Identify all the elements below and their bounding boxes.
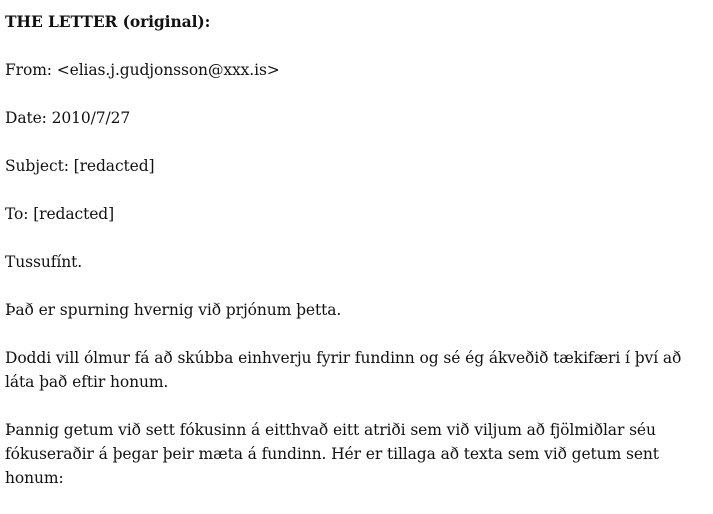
from-line: From: <elias.j.gudjonsson@xxx.is> xyxy=(5,61,280,79)
paragraph-2: Doddi vill ólmur fá að skúbba einhverju fyrir fundinn og sé ég ákveðið tækifæri í því að láta það eftir honum. xyxy=(5,349,682,391)
paragraph-3: Þannig getum við sett fókusinn á eitthvað eitt atriði sem við viljum að fjölmiðlar séu fókuseraðir á þegar þeir mæta á fundinn. Hér er tillaga að texta sem við getum sent honum: xyxy=(5,421,659,487)
to-line: To: [redacted] xyxy=(5,205,115,223)
paragraph-1: Það er spurning hvernig við prjónum þetta. xyxy=(5,301,342,319)
document-title: THE LETTER (original): xyxy=(5,12,211,31)
subject-line: Subject: [redacted] xyxy=(5,157,155,175)
greeting: Tussufínt. xyxy=(5,253,83,271)
letter-document xyxy=(5,10,710,514)
date-line: Date: 2010/7/27 xyxy=(5,109,131,127)
